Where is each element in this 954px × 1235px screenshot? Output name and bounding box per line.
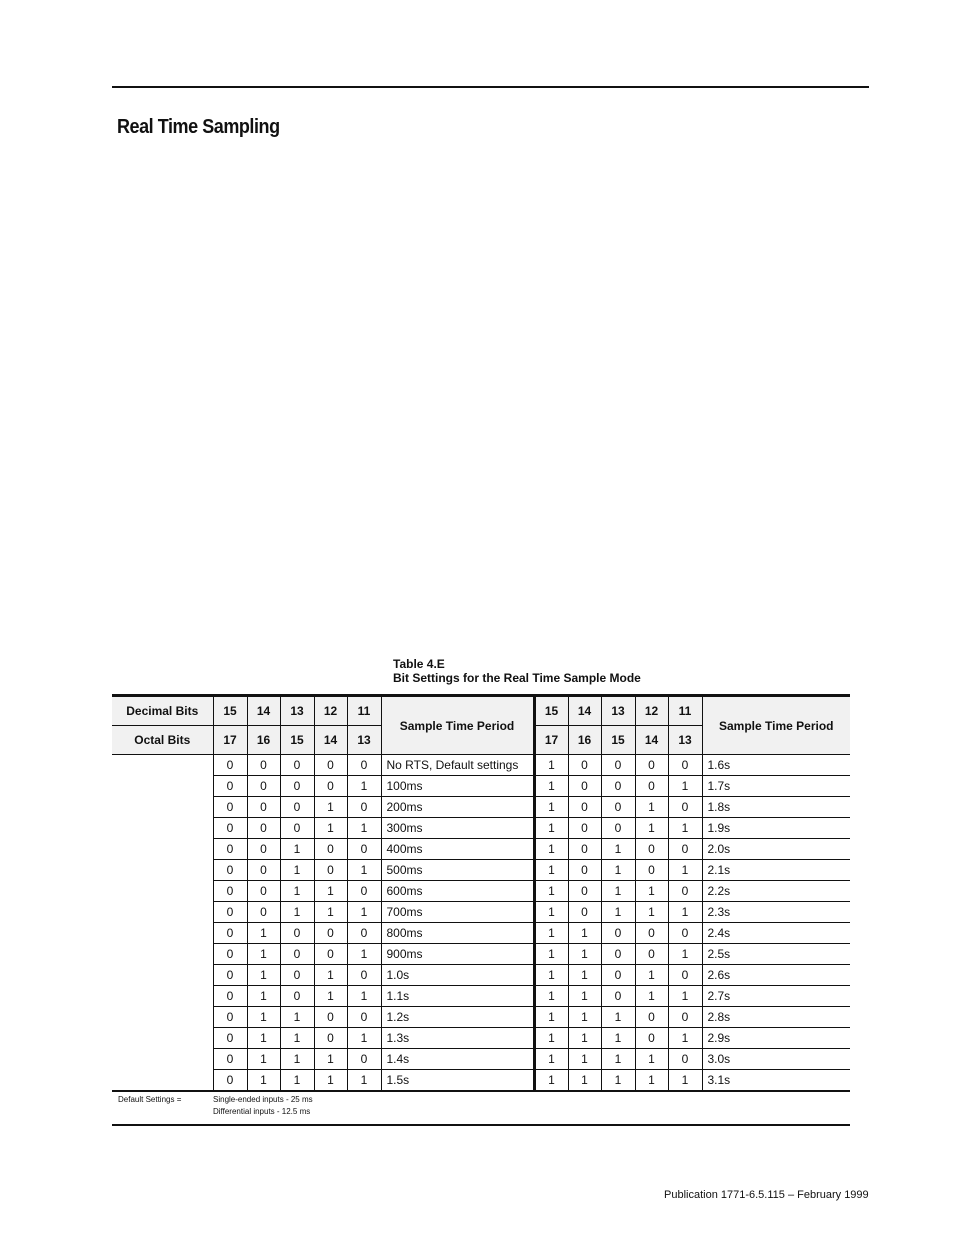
sample-time-period-cell: 1.0s bbox=[381, 965, 534, 986]
bit-cell: 1 bbox=[534, 986, 568, 1007]
bit-cell: 1 bbox=[280, 839, 314, 860]
bit-cell: 1 bbox=[247, 1070, 280, 1092]
sample-time-period-cell: No RTS, Default settings bbox=[381, 755, 534, 776]
sample-time-period-cell: 1.1s bbox=[381, 986, 534, 1007]
bit-cell: 0 bbox=[635, 1007, 668, 1028]
sample-time-period-cell: 200ms bbox=[381, 797, 534, 818]
header-bit-cell: 17 bbox=[534, 726, 568, 755]
bit-cell: 1 bbox=[601, 881, 635, 902]
row-gutter bbox=[112, 1049, 213, 1070]
bit-cell: 1 bbox=[534, 839, 568, 860]
table-note bbox=[112, 1091, 850, 1125]
bit-cell: 0 bbox=[635, 776, 668, 797]
top-rule bbox=[112, 86, 869, 88]
bit-cell: 1 bbox=[534, 881, 568, 902]
row-gutter bbox=[112, 965, 213, 986]
header-bit-cell: 13 bbox=[668, 726, 702, 755]
bit-cell: 0 bbox=[601, 776, 635, 797]
bit-cell: 1 bbox=[601, 1049, 635, 1070]
bit-cell: 0 bbox=[601, 755, 635, 776]
bit-cell: 1 bbox=[601, 1070, 635, 1092]
bit-cell: 0 bbox=[635, 1028, 668, 1049]
bit-cell: 0 bbox=[314, 776, 347, 797]
bit-cell: 0 bbox=[568, 881, 601, 902]
bit-cell: 0 bbox=[247, 797, 280, 818]
table-row bbox=[112, 860, 850, 881]
header-bit-cell: 13 bbox=[347, 726, 381, 755]
bit-cell: 0 bbox=[347, 1049, 381, 1070]
sample-time-period-cell: 1.8s bbox=[702, 797, 850, 818]
table-row bbox=[112, 1070, 850, 1092]
bit-cell: 1 bbox=[247, 1049, 280, 1070]
row-gutter bbox=[112, 839, 213, 860]
bit-cell: 0 bbox=[280, 986, 314, 1007]
bit-cell: 1 bbox=[534, 923, 568, 944]
table-row bbox=[112, 902, 850, 923]
bit-cell: 1 bbox=[314, 902, 347, 923]
sample-time-period-cell: 2.9s bbox=[702, 1028, 850, 1049]
bit-cell: 1 bbox=[568, 944, 601, 965]
bit-cell: 1 bbox=[247, 1007, 280, 1028]
sample-time-period-header-left: Sample Time Period bbox=[381, 696, 534, 755]
bit-cell: 1 bbox=[601, 902, 635, 923]
bit-cell: 0 bbox=[568, 860, 601, 881]
bit-cell: 1 bbox=[635, 881, 668, 902]
header-bit-cell: 12 bbox=[635, 696, 668, 726]
sample-time-period-cell: 300ms bbox=[381, 818, 534, 839]
bit-cell: 1 bbox=[534, 776, 568, 797]
bit-cell: 0 bbox=[280, 965, 314, 986]
header-bit-cell: 13 bbox=[280, 696, 314, 726]
bit-cell: 0 bbox=[568, 902, 601, 923]
bit-cell: 0 bbox=[213, 1007, 247, 1028]
bit-cell: 0 bbox=[280, 944, 314, 965]
header-bit-cell: 15 bbox=[213, 696, 247, 726]
header-bit-cell: 15 bbox=[601, 726, 635, 755]
bit-cell: 1 bbox=[568, 986, 601, 1007]
bit-cell: 0 bbox=[347, 923, 381, 944]
sample-time-period-cell: 1.5s bbox=[381, 1070, 534, 1092]
bit-cell: 0 bbox=[601, 965, 635, 986]
bit-cell: 0 bbox=[213, 965, 247, 986]
table-row bbox=[112, 923, 850, 944]
header-row-decimal bbox=[112, 696, 850, 726]
header-bit-cell: 11 bbox=[347, 696, 381, 726]
sample-time-period-cell: 2.7s bbox=[702, 986, 850, 1007]
header-bit-cell: 11 bbox=[668, 696, 702, 726]
bit-cell: 1 bbox=[314, 797, 347, 818]
table-row bbox=[112, 986, 850, 1007]
bit-cell: 1 bbox=[314, 881, 347, 902]
bit-cell: 1 bbox=[601, 1028, 635, 1049]
sample-time-period-cell: 1.2s bbox=[381, 1007, 534, 1028]
bit-cell: 1 bbox=[314, 965, 347, 986]
header-bit-cell: 15 bbox=[534, 696, 568, 726]
table-row bbox=[112, 1028, 850, 1049]
sample-time-period-cell: 1.4s bbox=[381, 1049, 534, 1070]
bit-cell: 0 bbox=[213, 839, 247, 860]
table-row bbox=[112, 944, 850, 965]
bit-cell: 0 bbox=[568, 818, 601, 839]
row-gutter bbox=[112, 776, 213, 797]
table-caption-number: Table 4.E bbox=[393, 657, 445, 671]
bit-cell: 1 bbox=[568, 965, 601, 986]
bit-cell: 0 bbox=[213, 797, 247, 818]
table-body bbox=[112, 755, 850, 1092]
bit-cell: 0 bbox=[247, 881, 280, 902]
note-row bbox=[112, 1091, 850, 1118]
table-row bbox=[112, 797, 850, 818]
bit-cell: 1 bbox=[280, 881, 314, 902]
sample-time-period-cell: 1.7s bbox=[702, 776, 850, 797]
bit-cell: 0 bbox=[635, 755, 668, 776]
bit-cell: 0 bbox=[568, 797, 601, 818]
default-settings-label: Default Settings = bbox=[118, 1095, 182, 1104]
bit-cell: 0 bbox=[668, 881, 702, 902]
bit-cell: 1 bbox=[534, 797, 568, 818]
table-row bbox=[112, 1007, 850, 1028]
bit-cell: 0 bbox=[280, 923, 314, 944]
bit-cell: 1 bbox=[314, 1049, 347, 1070]
bit-cell: 0 bbox=[247, 902, 280, 923]
bit-cell: 1 bbox=[314, 986, 347, 1007]
header-bit-cell: 14 bbox=[314, 726, 347, 755]
bit-cell: 1 bbox=[568, 923, 601, 944]
sample-time-period-cell: 400ms bbox=[381, 839, 534, 860]
bit-cell: 0 bbox=[668, 1007, 702, 1028]
bit-cell: 0 bbox=[213, 881, 247, 902]
table-row bbox=[112, 1049, 850, 1070]
bit-cell: 1 bbox=[247, 944, 280, 965]
bit-cell: 0 bbox=[668, 1049, 702, 1070]
bit-cell: 0 bbox=[314, 755, 347, 776]
header-bit-cell: 12 bbox=[314, 696, 347, 726]
default-settings-values bbox=[213, 1091, 850, 1118]
sample-time-period-cell: 1.9s bbox=[702, 818, 850, 839]
sample-time-period-cell: 2.6s bbox=[702, 965, 850, 986]
bit-cell: 0 bbox=[213, 818, 247, 839]
sample-time-period-cell: 3.1s bbox=[702, 1070, 850, 1092]
bit-cell: 1 bbox=[280, 1007, 314, 1028]
note-differential: Differential inputs - 12.5 ms bbox=[213, 1107, 311, 1116]
bit-cell: 0 bbox=[601, 818, 635, 839]
sample-time-period-cell: 800ms bbox=[381, 923, 534, 944]
octal-bits-label: Octal Bits bbox=[112, 726, 213, 755]
bit-cell: 0 bbox=[314, 944, 347, 965]
table-caption bbox=[393, 657, 641, 685]
header-bit-cell: 16 bbox=[247, 726, 280, 755]
bit-cell: 0 bbox=[280, 797, 314, 818]
bit-cell: 0 bbox=[668, 923, 702, 944]
bit-cell: 1 bbox=[280, 1049, 314, 1070]
bit-cell: 1 bbox=[247, 965, 280, 986]
bit-cell: 1 bbox=[347, 944, 381, 965]
bit-cell: 1 bbox=[314, 818, 347, 839]
bit-cell: 0 bbox=[213, 944, 247, 965]
bit-cell: 1 bbox=[568, 1028, 601, 1049]
row-gutter bbox=[112, 1007, 213, 1028]
bit-cell: 1 bbox=[601, 839, 635, 860]
bit-cell: 1 bbox=[635, 965, 668, 986]
sample-time-period-cell: 1.3s bbox=[381, 1028, 534, 1049]
bit-cell: 1 bbox=[280, 902, 314, 923]
bit-cell: 1 bbox=[534, 902, 568, 923]
bit-cell: 0 bbox=[601, 944, 635, 965]
bit-cell: 0 bbox=[347, 755, 381, 776]
sample-time-period-header-right: Sample Time Period bbox=[702, 696, 850, 755]
bit-cell: 0 bbox=[213, 1028, 247, 1049]
bit-cell: 1 bbox=[280, 860, 314, 881]
bit-cell: 1 bbox=[601, 1007, 635, 1028]
bit-cell: 0 bbox=[668, 755, 702, 776]
bit-cell: 1 bbox=[534, 755, 568, 776]
bit-cell: 0 bbox=[213, 776, 247, 797]
bit-cell: 0 bbox=[635, 944, 668, 965]
bit-cell: 1 bbox=[668, 1070, 702, 1092]
bit-cell: 1 bbox=[347, 1070, 381, 1092]
bit-cell: 1 bbox=[280, 1070, 314, 1092]
header-bit-cell: 14 bbox=[568, 696, 601, 726]
bit-cell: 0 bbox=[668, 797, 702, 818]
bit-cell: 1 bbox=[534, 944, 568, 965]
sample-time-period-cell: 3.0s bbox=[702, 1049, 850, 1070]
bit-cell: 0 bbox=[247, 839, 280, 860]
bit-cell: 0 bbox=[314, 839, 347, 860]
bit-cell: 1 bbox=[347, 818, 381, 839]
bit-cell: 1 bbox=[247, 986, 280, 1007]
bit-cell: 0 bbox=[635, 839, 668, 860]
bit-cell: 0 bbox=[247, 818, 280, 839]
bit-cell: 1 bbox=[347, 776, 381, 797]
bit-cell: 0 bbox=[347, 839, 381, 860]
bit-cell: 1 bbox=[635, 902, 668, 923]
header-bit-cell: 14 bbox=[247, 696, 280, 726]
table-row bbox=[112, 839, 850, 860]
bit-cell: 1 bbox=[534, 818, 568, 839]
bit-cell: 1 bbox=[668, 902, 702, 923]
bit-cell: 0 bbox=[668, 965, 702, 986]
bit-cell: 1 bbox=[568, 1007, 601, 1028]
sample-time-period-cell: 500ms bbox=[381, 860, 534, 881]
bit-cell: 1 bbox=[534, 860, 568, 881]
table-bottom-rule bbox=[112, 1118, 850, 1125]
bit-cell: 0 bbox=[314, 860, 347, 881]
sample-time-period-cell: 100ms bbox=[381, 776, 534, 797]
bit-cell: 0 bbox=[635, 923, 668, 944]
bit-cell: 0 bbox=[314, 1028, 347, 1049]
bit-cell: 1 bbox=[247, 1028, 280, 1049]
sample-time-period-cell: 2.3s bbox=[702, 902, 850, 923]
bit-cell: 1 bbox=[635, 1049, 668, 1070]
bit-cell: 0 bbox=[280, 755, 314, 776]
section-title: Real Time Sampling bbox=[117, 116, 280, 138]
bit-cell: 0 bbox=[568, 776, 601, 797]
bit-cell: 0 bbox=[601, 923, 635, 944]
row-gutter bbox=[112, 797, 213, 818]
row-gutter bbox=[112, 923, 213, 944]
sample-time-period-cell: 2.8s bbox=[702, 1007, 850, 1028]
bit-cell: 0 bbox=[347, 881, 381, 902]
bit-cell: 0 bbox=[347, 965, 381, 986]
header-bit-cell: 15 bbox=[280, 726, 314, 755]
row-gutter bbox=[112, 1028, 213, 1049]
bit-cell: 0 bbox=[347, 1007, 381, 1028]
bit-cell: 0 bbox=[601, 797, 635, 818]
bit-cell: 1 bbox=[668, 986, 702, 1007]
bit-cell: 1 bbox=[568, 1049, 601, 1070]
row-gutter bbox=[112, 881, 213, 902]
header-bit-cell: 14 bbox=[635, 726, 668, 755]
bit-cell: 0 bbox=[280, 818, 314, 839]
bit-cell: 0 bbox=[635, 860, 668, 881]
bit-cell: 1 bbox=[635, 818, 668, 839]
bit-cell: 0 bbox=[314, 1007, 347, 1028]
bit-cell: 0 bbox=[347, 797, 381, 818]
bit-cell: 1 bbox=[635, 1070, 668, 1092]
row-gutter bbox=[112, 986, 213, 1007]
bit-cell: 1 bbox=[668, 944, 702, 965]
bit-cell: 0 bbox=[213, 860, 247, 881]
row-gutter bbox=[112, 1070, 213, 1092]
bit-cell: 0 bbox=[213, 986, 247, 1007]
bit-cell: 0 bbox=[213, 923, 247, 944]
bit-cell: 1 bbox=[347, 902, 381, 923]
bit-cell: 1 bbox=[668, 818, 702, 839]
table-caption-title: Bit Settings for the Real Time Sample Mode bbox=[393, 671, 641, 685]
sample-time-period-cell: 2.2s bbox=[702, 881, 850, 902]
bit-cell: 1 bbox=[635, 986, 668, 1007]
bit-cell: 1 bbox=[314, 1070, 347, 1092]
bit-cell: 1 bbox=[280, 1028, 314, 1049]
bit-cell: 1 bbox=[534, 1070, 568, 1092]
sample-time-period-cell: 700ms bbox=[381, 902, 534, 923]
bit-cell: 0 bbox=[247, 755, 280, 776]
bit-cell: 0 bbox=[247, 776, 280, 797]
sample-time-period-cell: 2.0s bbox=[702, 839, 850, 860]
decimal-bits-label: Decimal Bits bbox=[112, 696, 213, 726]
bit-cell: 0 bbox=[568, 755, 601, 776]
header-bit-cell: 17 bbox=[213, 726, 247, 755]
bit-cell: 1 bbox=[534, 1007, 568, 1028]
row-gutter bbox=[112, 944, 213, 965]
bit-cell: 1 bbox=[347, 1028, 381, 1049]
bit-cell: 1 bbox=[635, 797, 668, 818]
bit-cell: 1 bbox=[347, 986, 381, 1007]
header-bit-cell: 13 bbox=[601, 696, 635, 726]
sample-time-period-cell: 900ms bbox=[381, 944, 534, 965]
bit-cell: 0 bbox=[314, 923, 347, 944]
table-row bbox=[112, 755, 850, 776]
bit-cell: 0 bbox=[213, 902, 247, 923]
row-gutter bbox=[112, 902, 213, 923]
bit-cell: 0 bbox=[568, 839, 601, 860]
bit-cell: 0 bbox=[213, 755, 247, 776]
header-bit-cell: 16 bbox=[568, 726, 601, 755]
bit-cell: 1 bbox=[534, 1028, 568, 1049]
bit-cell: 0 bbox=[280, 776, 314, 797]
bit-cell: 1 bbox=[568, 1070, 601, 1092]
sample-time-period-cell: 2.1s bbox=[702, 860, 850, 881]
table-row bbox=[112, 881, 850, 902]
bit-cell: 0 bbox=[213, 1070, 247, 1092]
bit-cell: 0 bbox=[668, 839, 702, 860]
sample-time-period-cell: 2.5s bbox=[702, 944, 850, 965]
bit-cell: 0 bbox=[247, 860, 280, 881]
table-row bbox=[112, 965, 850, 986]
bit-cell: 0 bbox=[213, 1049, 247, 1070]
bit-cell: 1 bbox=[347, 860, 381, 881]
bit-cell: 1 bbox=[668, 1028, 702, 1049]
bit-cell: 1 bbox=[668, 776, 702, 797]
row-gutter bbox=[112, 755, 213, 776]
bit-cell: 0 bbox=[601, 986, 635, 1007]
table-row bbox=[112, 818, 850, 839]
bit-settings-table bbox=[112, 694, 850, 1126]
bit-cell: 1 bbox=[601, 860, 635, 881]
bit-cell: 1 bbox=[247, 923, 280, 944]
sample-time-period-cell: 1.6s bbox=[702, 755, 850, 776]
bit-cell: 1 bbox=[534, 965, 568, 986]
note-single-ended: Single-ended inputs - 25 ms bbox=[213, 1095, 313, 1104]
table-row bbox=[112, 776, 850, 797]
row-gutter bbox=[112, 860, 213, 881]
sample-time-period-cell: 600ms bbox=[381, 881, 534, 902]
publication-footer: Publication 1771-6.5.115 – February 1999 bbox=[664, 1189, 869, 1201]
bit-cell: 1 bbox=[668, 860, 702, 881]
bit-cell: 1 bbox=[534, 1049, 568, 1070]
row-gutter bbox=[112, 818, 213, 839]
sample-time-period-cell: 2.4s bbox=[702, 923, 850, 944]
